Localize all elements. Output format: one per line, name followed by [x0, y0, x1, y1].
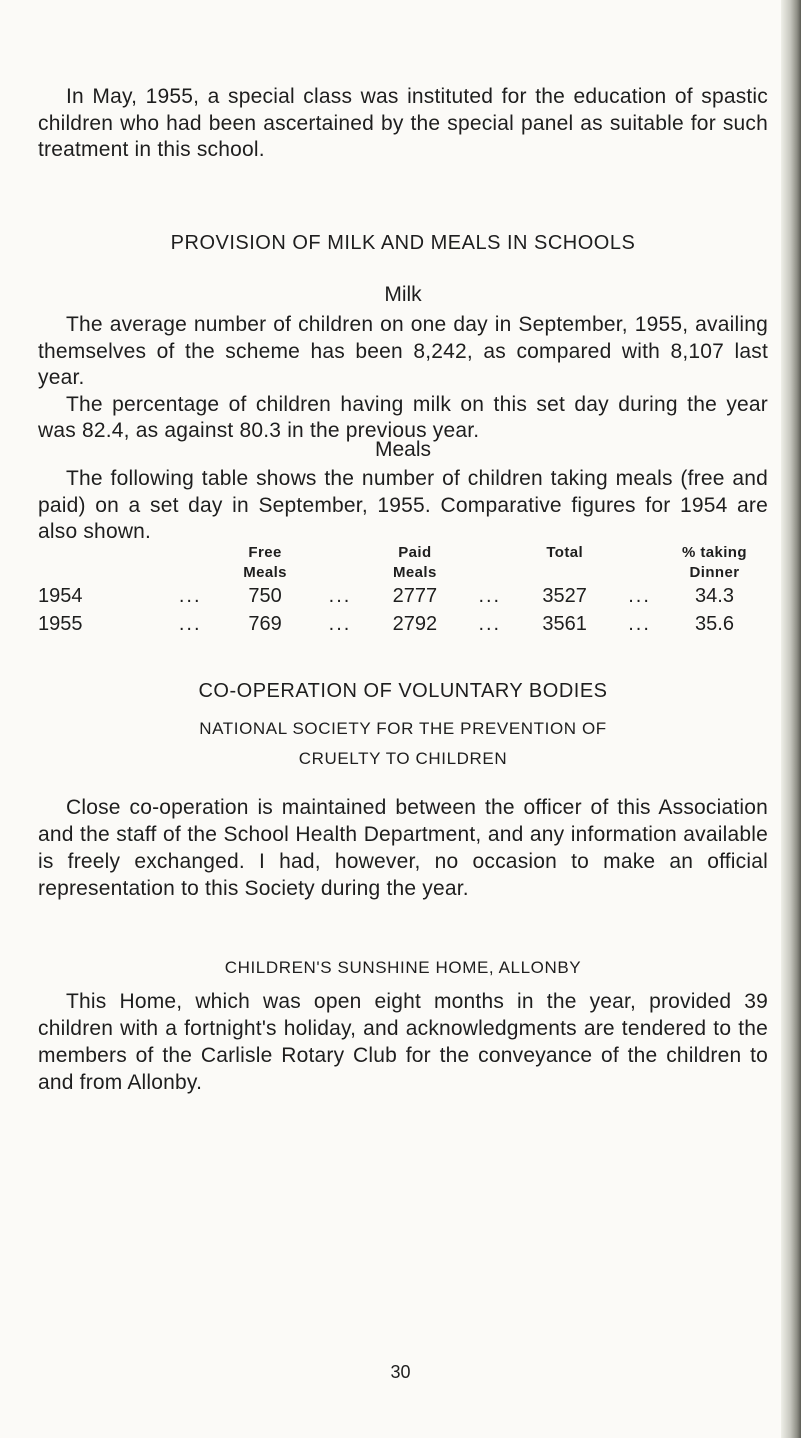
header-paid-line2: Meals — [393, 563, 437, 581]
table-header-row-1 — [38, 542, 768, 562]
header-total: Total — [546, 543, 584, 561]
leader-dots: ... — [178, 612, 202, 635]
meals-table — [38, 542, 768, 638]
sunshine-heading: CHILDREN'S SUNSHINE HOME, ALLONBY — [224, 958, 582, 977]
sunshine-paragraph: This Home, which was open eight months in the year, provided 39 children with a fortnight's holiday, and acknowledgments are tendered to the members of the Carlisle Rotary Club for the conveyance of the children to and from Allonby. — [38, 990, 768, 1094]
leader-dots: ... — [628, 584, 651, 607]
nspcc-heading-line2: CRUELTY TO CHILDREN — [298, 749, 508, 768]
row-total: 3527 — [542, 584, 587, 607]
milk-subheading: Milk — [384, 283, 422, 306]
cooperation-heading: CO-OPERATION OF VOLUNTARY BODIES — [198, 680, 608, 702]
row-paid: 2777 — [392, 584, 438, 607]
intro-block — [38, 84, 768, 164]
row-free: 750 — [248, 584, 282, 607]
header-free: Free — [248, 543, 282, 561]
leader-dots: ... — [478, 584, 502, 607]
intro-paragraph: In May, 1955, a special class was instituted for the education of spastic children who had been ascertained by the special panel as suitable for such treatment in this school. — [38, 85, 768, 161]
sunshine-block — [38, 988, 768, 1096]
milk-paragraph-2: The percentage of children having milk on this set day during the year was 82.4, as against 80.3 in the previous year. — [38, 392, 768, 442]
row-year: 1955 — [38, 612, 83, 635]
header-total-line2 — [511, 562, 618, 582]
provision-heading-block — [38, 232, 768, 255]
header-percent: % taking — [682, 543, 747, 561]
milk-subheading-block — [38, 283, 768, 307]
header-free-line2: Meals — [243, 563, 287, 581]
row-percent: 34.3 — [695, 584, 734, 607]
table-row — [38, 610, 768, 638]
meals-subheading-block — [38, 438, 768, 462]
row-percent: 35.6 — [695, 612, 734, 635]
table-header-row-2 — [38, 562, 768, 582]
meals-intro-block — [38, 466, 768, 546]
table-row — [38, 582, 768, 610]
nspcc-heading-block — [38, 714, 768, 774]
header-paid: Paid — [398, 543, 432, 561]
page-number: 30 — [390, 1362, 411, 1382]
cooperation-heading-block — [38, 680, 768, 703]
row-free: 769 — [248, 612, 282, 635]
leader-dots: ... — [178, 584, 202, 607]
row-year: 1954 — [38, 584, 83, 607]
leader-dots: ... — [328, 584, 352, 607]
provision-heading: PROVISION OF MILK AND MEALS IN SCHOOLS — [170, 232, 636, 254]
header-percent-line2: Dinner — [689, 563, 740, 581]
row-total: 3561 — [542, 612, 587, 635]
nspcc-block — [38, 794, 768, 902]
leader-dots: ... — [628, 612, 651, 635]
row-paid: 2792 — [392, 612, 438, 635]
sunshine-heading-block — [38, 958, 768, 978]
leader-dots: ... — [328, 612, 352, 635]
meals-subheading: Meals — [374, 438, 432, 461]
milk-paragraph-1: The average number of children on one day in September, 1955, availing themselves of the scheme has been 8,242, as compared with 8,107 last year. — [38, 313, 768, 389]
page-edge-shadow — [781, 0, 801, 1438]
leader-dots: ... — [478, 612, 502, 635]
nspcc-heading-line1: NATIONAL SOCIETY FOR THE PREVENTION OF — [199, 719, 607, 738]
meals-paragraph: The following table shows the number of children taking meals (free and paid) on a set day in September, 1955. Comparative figures for 1954 are also shown. — [38, 467, 768, 543]
milk-block — [38, 312, 768, 445]
nspcc-paragraph: Close co-operation is maintained between the officer of this Association and the staff of the School Health Department, and any information available is freely exchanged. I had, however, no occasion to make an official representation to this Society during the year. — [38, 796, 768, 900]
